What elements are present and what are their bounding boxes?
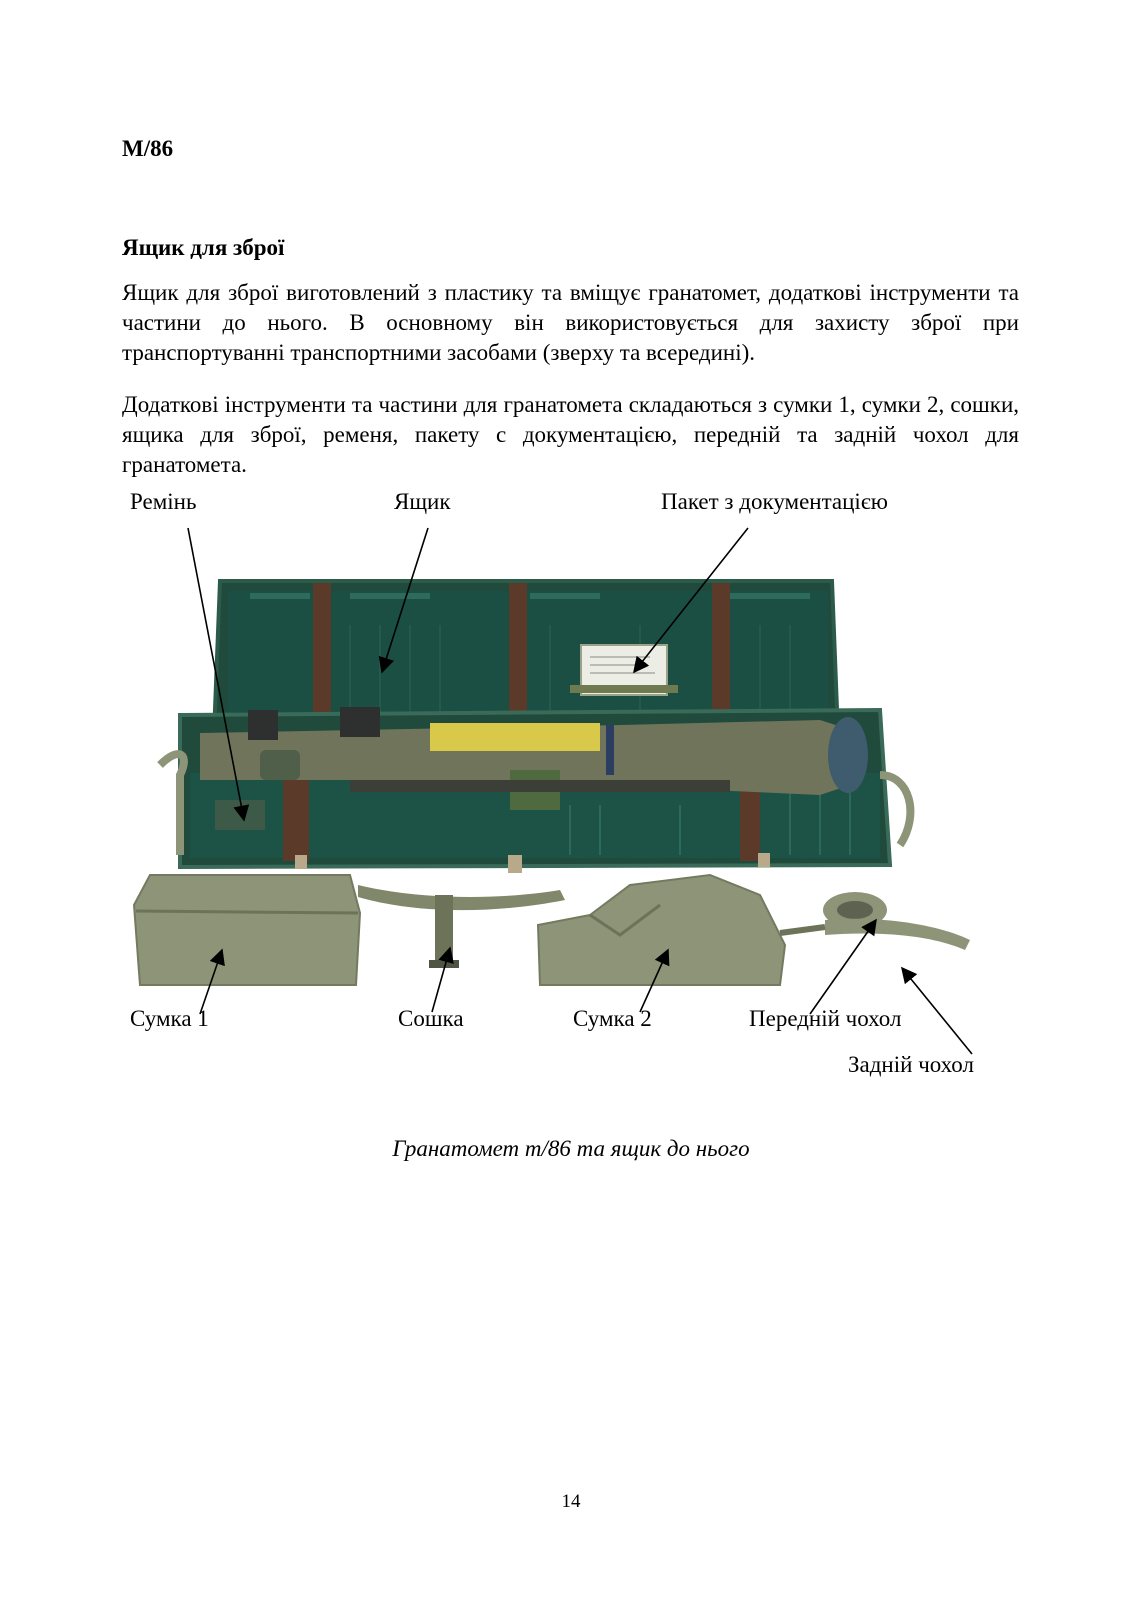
- label-bag1: Сумка 1: [130, 1006, 209, 1031]
- bag-1: [134, 875, 360, 985]
- figure-caption: Гранатомет m/86 та ящик до нього: [392, 1136, 750, 1161]
- launcher-case-photo: [120, 575, 1020, 995]
- label-box: Ящик: [394, 489, 451, 514]
- label-bag2: Сумка 2: [573, 1006, 652, 1031]
- bag-2: [538, 875, 785, 985]
- page-number: 14: [561, 1491, 581, 1512]
- model-heading: М/86: [122, 136, 174, 161]
- label-documentation: Пакет з документацією: [661, 489, 888, 514]
- paragraph-2: Додаткові інструменти та частини для гранатомета складаються з сумки 1, сумки 2, сошки, ящика для зброї, ременя, пакету с документацією, передній та задній чохол для гранатомета.: [122, 392, 1019, 477]
- bipod: [358, 885, 565, 968]
- label-strap: Ремінь: [130, 489, 197, 514]
- label-front-cover: Передній чохол: [749, 1006, 902, 1031]
- paragraph-1: Ящик для зброї виготовлений з пластику та вміщує гранатомет, додаткові інструменти та частини до нього. В основному він використовується для захисту зброї при транспортуванні транспортними засобами (зверху та всередині).: [122, 280, 1019, 365]
- rear-cover: [780, 919, 970, 950]
- section-heading: Ящик для зброї: [122, 235, 285, 260]
- label-bipod: Сошка: [398, 1006, 464, 1031]
- label-rear-cover: Задній чохол: [848, 1052, 974, 1077]
